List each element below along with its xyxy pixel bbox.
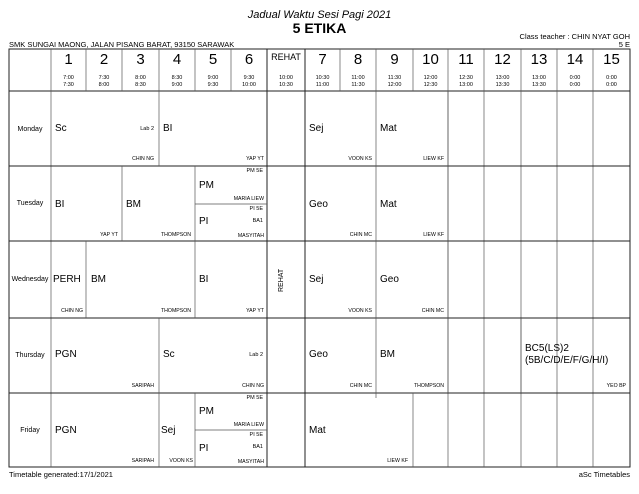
period-number: 6 xyxy=(244,51,254,68)
lesson-subject: PI xyxy=(199,216,209,227)
period-number: 4 xyxy=(172,51,182,68)
day-wednesday: Wednesday xyxy=(11,276,49,283)
lesson-teacher: CHIN NG xyxy=(242,383,264,389)
period-time xyxy=(267,75,305,89)
lesson-teacher: YAP YT xyxy=(246,308,264,314)
period-start: 12:30 xyxy=(459,75,473,81)
day-monday: Monday xyxy=(17,126,43,133)
period-start: 0:00 xyxy=(569,75,581,81)
lesson-group: PI 5E xyxy=(249,206,263,212)
lesson-subject: BC5(LS)2 (5B/C/D/E/F/G/H/I) xyxy=(525,343,609,366)
lesson-subject: PI xyxy=(199,443,209,454)
lesson-subject: Sej xyxy=(161,425,176,436)
period-start: 8:00 xyxy=(135,75,146,81)
period-number: REHAT xyxy=(271,52,301,62)
period-end: 0:00 xyxy=(569,82,581,88)
lesson-subject: Geo xyxy=(380,274,399,285)
lesson-teacher: YAP YT xyxy=(246,156,264,162)
period-time xyxy=(593,75,630,89)
class-code: 5 E xyxy=(618,40,630,49)
period-end: 9:00 xyxy=(171,82,183,88)
period-time xyxy=(413,75,448,89)
period-number: 3 xyxy=(136,51,145,68)
period-end: 10:30 xyxy=(279,82,293,88)
period-time xyxy=(448,75,484,89)
lesson-subject: Geo xyxy=(309,349,328,360)
period-end: 9:30 xyxy=(207,82,219,88)
lesson-subject: BM xyxy=(91,274,106,285)
period-number: 12 xyxy=(494,51,511,68)
period-number: 10 xyxy=(422,51,439,68)
period-start: 12:00 xyxy=(423,75,438,81)
period-time xyxy=(521,75,557,89)
period-end: 7:30 xyxy=(63,82,74,88)
lesson-teacher: THOMPSON xyxy=(161,232,191,238)
lesson-teacher: YAP YT xyxy=(100,232,118,238)
page-title: Jadual Waktu Sesi Pagi 2021 xyxy=(247,9,392,21)
lesson-teacher: SARIPAH xyxy=(131,458,154,464)
period-end: 8:00 xyxy=(98,82,110,88)
lesson-teacher: VOON KS xyxy=(169,458,193,464)
day-thursday: Thursday xyxy=(15,352,45,359)
class-teacher: Class teacher : CHIN NYAT GOH xyxy=(519,32,630,41)
period-start: 13:00 xyxy=(532,75,546,81)
period-end: 13:00 xyxy=(459,82,473,88)
period-start: 0:00 xyxy=(606,75,617,81)
period-end: 13:30 xyxy=(532,82,546,88)
period-time xyxy=(231,75,267,89)
lesson-teacher: MARIA LIEW xyxy=(233,422,264,428)
lesson-subject: BI xyxy=(163,123,173,134)
period-number: 5 xyxy=(208,51,218,68)
period-time xyxy=(557,75,593,89)
lesson-subject: Geo xyxy=(309,199,328,210)
lesson-subject: PM xyxy=(199,180,214,191)
lesson-teacher: MASYITAH xyxy=(237,233,264,239)
lesson-teacher: CHIN MC xyxy=(349,383,372,389)
lesson-teacher: LIEW KF xyxy=(387,458,408,464)
lesson-teacher: THOMPSON xyxy=(414,383,444,389)
period-number: 7 xyxy=(318,51,327,68)
lesson-teacher: MARIA LIEW xyxy=(233,196,264,202)
period-number: 15 xyxy=(603,51,620,68)
period-time xyxy=(86,75,122,89)
lesson-subject: PGN xyxy=(55,425,77,436)
period-end: 12:00 xyxy=(387,82,402,88)
period-start: 9:30 xyxy=(243,75,255,81)
lesson-room: BA1 xyxy=(252,444,263,450)
lesson-teacher: VOON KS xyxy=(348,308,372,314)
period-time xyxy=(484,75,521,89)
period-number: 13 xyxy=(530,51,548,68)
lesson-subject: Mat xyxy=(380,123,397,134)
period-number: 11 xyxy=(458,51,474,68)
period-start: 9:00 xyxy=(207,75,219,81)
lesson-room: Lab 2 xyxy=(249,352,263,358)
period-number: 14 xyxy=(566,51,584,68)
period-start: 8:30 xyxy=(171,75,183,81)
school-address: SMK SUNGAI MAONG, JALAN PISANG BARAT, 93150 SARAWAK xyxy=(9,40,235,49)
period-number: 1 xyxy=(64,51,73,68)
period-start: 11:30 xyxy=(387,75,402,81)
lesson-subject: PERH xyxy=(53,274,81,285)
lesson-teacher: SARIPAH xyxy=(131,383,154,389)
lesson-teacher: YEO BP xyxy=(606,383,626,389)
lesson-teacher: THOMPSON xyxy=(161,308,191,314)
period-start: 10:30 xyxy=(315,75,330,81)
period-end: 13:30 xyxy=(495,82,510,88)
lesson-teacher: CHIN NG xyxy=(132,156,154,162)
period-time xyxy=(122,75,159,89)
period-time xyxy=(305,75,340,89)
lesson-teacher: MASYITAH xyxy=(237,459,264,465)
lesson-subject: PGN xyxy=(55,349,77,360)
period-end: 12:30 xyxy=(423,82,438,88)
class-name: 5 ETIKA xyxy=(292,20,347,36)
lesson-subject: BM xyxy=(126,199,141,210)
lesson-teacher: CHIN NG xyxy=(61,308,83,314)
footer-generated: Timetable generated:17/1/2021 xyxy=(9,470,113,479)
day-friday: Friday xyxy=(20,427,40,434)
period-end: 11:30 xyxy=(351,82,365,88)
lesson-subject: Sej xyxy=(309,123,324,134)
lesson-subject: BM xyxy=(380,349,395,360)
lesson-teacher: CHIN MC xyxy=(421,308,444,314)
period-start: 11:00 xyxy=(351,75,365,81)
period-start: 7:30 xyxy=(98,75,110,81)
period-number: 9 xyxy=(390,51,399,68)
lesson-subject: Sej xyxy=(309,274,324,285)
period-time xyxy=(159,75,195,89)
period-time xyxy=(340,75,376,89)
lesson-group: PM 5E xyxy=(246,395,263,401)
period-number: 8 xyxy=(353,51,363,68)
footer-brand: aSc Timetables xyxy=(578,470,630,479)
period-time xyxy=(195,75,231,89)
period-end: 11:00 xyxy=(315,82,330,88)
lesson-subject: BI xyxy=(55,199,65,210)
lesson-teacher: VOON KS xyxy=(348,156,372,162)
lesson-group: PI 5E xyxy=(249,432,263,438)
rehat-vertical-label: REHAT xyxy=(278,268,285,292)
period-start: 7:00 xyxy=(63,75,74,81)
lesson-room: BA1 xyxy=(252,218,263,224)
lesson-room: Lab 2 xyxy=(140,126,154,132)
lesson-subject: Mat xyxy=(309,425,326,436)
lesson-group: PM 5E xyxy=(246,168,263,174)
period-start: 10:00 xyxy=(279,75,293,81)
lesson-subject: Sc xyxy=(55,123,67,134)
period-number: 2 xyxy=(99,51,109,68)
period-end: 0:00 xyxy=(606,82,617,88)
lesson-subject: Mat xyxy=(380,199,397,210)
lesson-subject: BI xyxy=(199,274,209,285)
period-time xyxy=(51,75,86,89)
day-tuesday: Tuesday xyxy=(16,200,44,207)
lesson-teacher: LIEW KF xyxy=(423,156,444,162)
period-start: 13:00 xyxy=(495,75,510,81)
lesson-subject: PM xyxy=(199,406,214,417)
lesson-subject: Sc xyxy=(163,349,175,360)
period-end: 8:30 xyxy=(135,82,146,88)
lesson-teacher: LIEW KF xyxy=(423,232,444,238)
period-end: 10:00 xyxy=(242,82,256,88)
lesson-teacher: CHIN MC xyxy=(349,232,372,238)
period-time xyxy=(376,75,413,89)
